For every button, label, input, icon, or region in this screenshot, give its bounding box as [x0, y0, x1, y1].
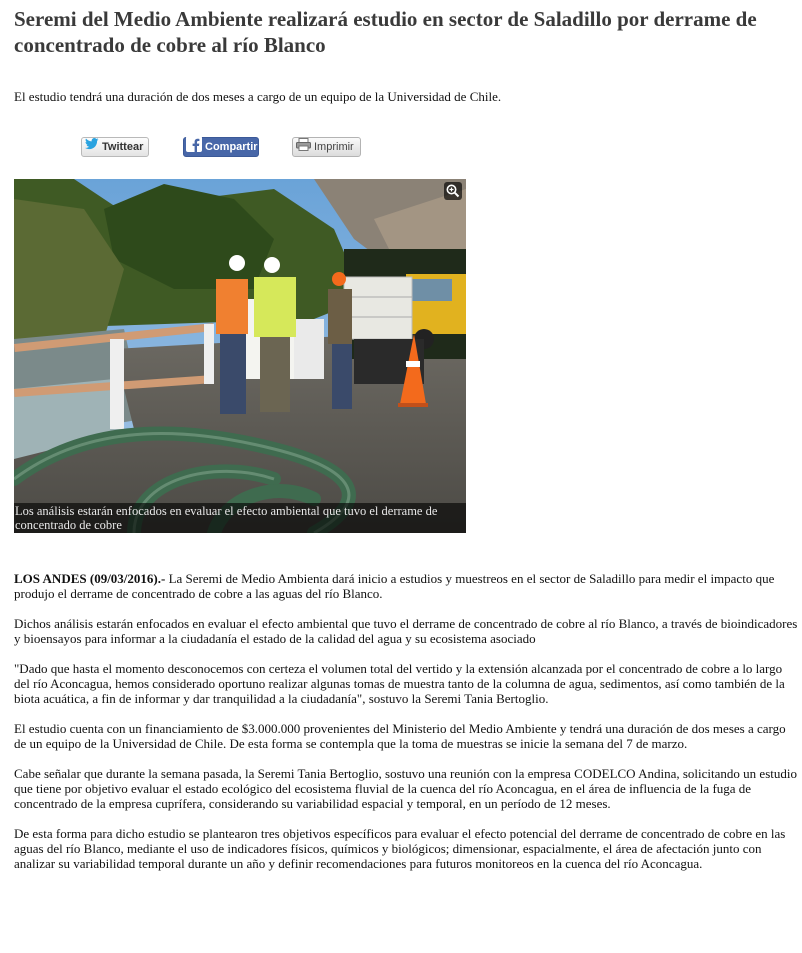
- share-bar: [0, 137, 802, 161]
- zoom-in-icon[interactable]: [444, 182, 462, 200]
- facebook-share-label: Compartir: [205, 141, 258, 153]
- photo-illustration: [14, 179, 466, 533]
- printer-icon: [296, 138, 311, 157]
- twitter-share-button[interactable]: [81, 137, 149, 157]
- paragraph-5: Cabe señalar que durante la semana pasada, la Seremi Tania Bertoglio, sostuvo una reunión con la empresa CODELCO Andina, solicitando un estudio que tiene por objetivo evaluar el estado ecológico del ecosistema fluvial de la cuenca del río Aconcagua, en el área de influencia de la fuga de concentrado de la empresa cuprífera, considerando su variabilidad espacial y temporal, en un período de 12 meses.: [14, 766, 797, 811]
- paragraph-2: Dichos análisis estarán enfocados en evaluar el efecto ambiental que tuvo el derrame de concentrado de cobre al río Blanco, a través de bioindicadores y bioensayos para informar a la ciudadanía el estado de la calidad del agua y su ecosistema asociado: [14, 616, 798, 646]
- paragraph-4: El estudio cuenta con un financiamiento de $3.000.000 provenientes del Ministerio del Medio Ambiente y tendrá una duración de dos meses a cargo de un equipo de la Universidad de Chile. De esta forma se contempla que la toma de muestras se inicie la semana del 7 de marzo.: [14, 721, 786, 751]
- facebook-share-button[interactable]: [183, 137, 259, 157]
- paragraph-3: "Dado que hasta el momento desconocemos con certeza el volumen total del vertido y la extensión alcanzada por el concentrado de cobre a lo largo del río Aconcagua, hemos considerado oportuno realizar algunas tomas de muestra tanto de la columna de agua, sedimentos, así como también de la biota acuática, a fin de informar y dar tranquilidad a la ciudadanía", sostuvo la Seremi Tania Bertoglio.: [14, 661, 785, 706]
- article-subtitle: El estudio tendrá una duración de dos meses a cargo de un equipo de la Universidad de Chile.: [14, 89, 502, 104]
- twitter-bird-icon: [85, 138, 99, 156]
- print-label: Imprimir: [314, 141, 354, 153]
- article-title: Seremi del Medio Ambiente realizará estudio en sector de Saladillo por derrame de concentrado de cobre al río Blanco: [14, 7, 757, 57]
- article-body: [14, 571, 799, 886]
- article-photo[interactable]: [14, 179, 466, 533]
- paragraph-1-text: La Seremi de Medio Ambienta dará inicio a estudios y muestreos en el sector de Saladillo para medir el impacto que produjo el derrame de concentrado de cobre a las aguas del río Blanco.: [14, 571, 775, 601]
- paragraph-1: [14, 571, 799, 601]
- paragraph-6: De esta forma para dicho estudio se plantearon tres objetivos específicos para evaluar el efecto potencial del derrame de concentrado de cobre en las aguas del río Blanco, mediante el uso de indicadores físicos, químicos y biológicos; dimensionar, espacialmente, el área de afectación junto con analizar su variabilidad temporal durante un año y definir recomendaciones para futuros monitoreos en la cuenca del río Aconcagua.: [14, 826, 786, 871]
- photo-caption: Los análisis estarán enfocados en evaluar el efecto ambiental que tuvo el derrame de concentrado de cobre: [14, 503, 466, 533]
- facebook-f-icon: [186, 136, 202, 158]
- twitter-share-label: Twittear: [102, 141, 144, 153]
- print-button[interactable]: [292, 137, 361, 157]
- dateline: LOS ANDES (09/03/2016).-: [14, 571, 166, 586]
